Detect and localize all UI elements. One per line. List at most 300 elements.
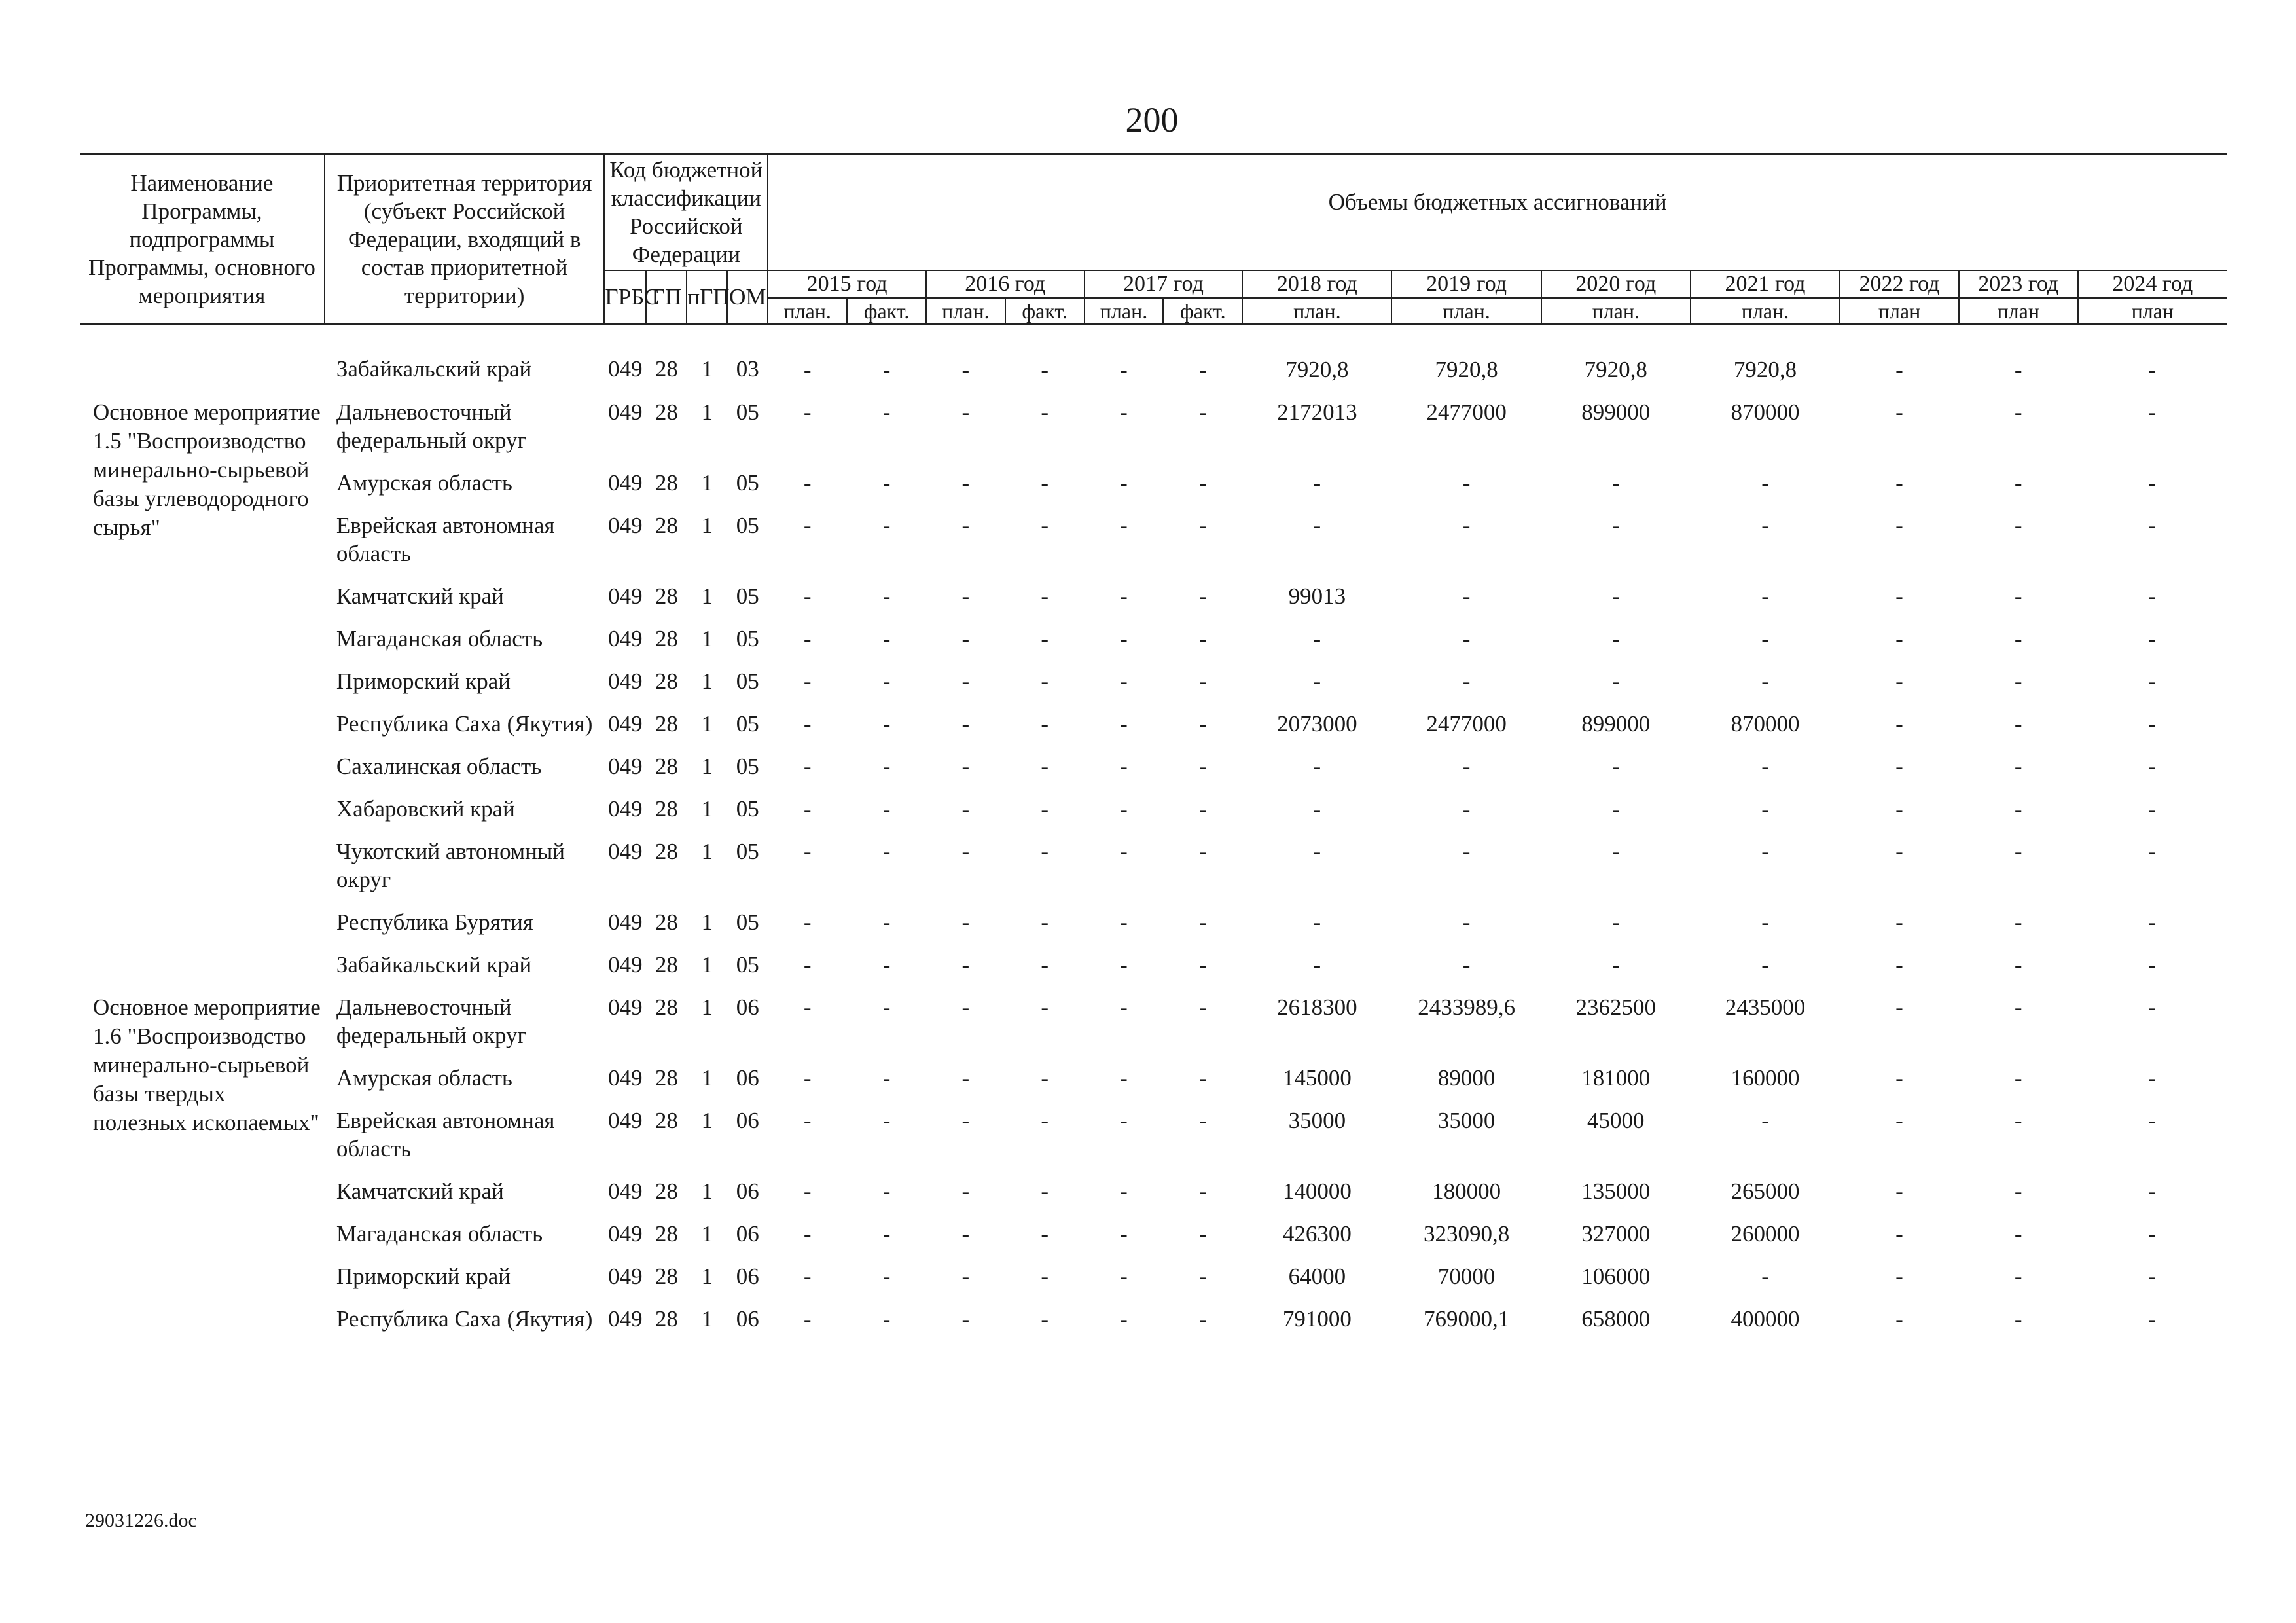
budget-code-cell: 06 [736,1305,759,1332]
allocation-cell: - [1041,1178,1049,1204]
allocation-cell: 400000 [1731,1305,1800,1332]
allocation-cell: - [2148,710,2157,737]
allocation-cell: - [961,1178,970,1204]
territory-cell: Республика Бурятия [336,909,533,935]
allocation-cell: - [1313,512,1321,538]
budget-code-cell: 1 [701,1178,713,1204]
budget-code-cell: 28 [655,1220,678,1247]
allocation-cell: - [882,1305,891,1332]
allocation-cell: 99013 [1288,583,1346,609]
allocation-cell: - [1462,753,1471,779]
allocation-cell: - [961,356,970,382]
allocation-cell: - [1199,1065,1207,1091]
table-row [80,1049,2227,1092]
header-plan: план. [1691,298,1840,325]
allocation-cell: - [961,1107,970,1133]
allocation-cell: - [1611,753,1620,779]
allocation-cell: - [882,951,891,977]
allocation-cell: - [2014,951,2022,977]
allocation-cell: - [1041,399,1049,425]
budget-code-cell: 28 [655,469,678,496]
territory-cell: Приморский край [336,668,511,694]
allocation-cell: - [1199,909,1207,935]
allocation-cell: - [1199,1305,1207,1332]
budget-code-cell: 1 [701,710,713,737]
table-row [80,568,2227,610]
table-row [80,979,2227,1049]
allocation-cell: - [1895,1178,1903,1204]
budget-code-cell: 06 [736,994,759,1020]
table-row [80,936,2227,979]
allocation-cell: - [2148,469,2157,496]
allocation-cell: - [1895,668,1903,694]
allocation-cell: - [1895,1220,1903,1247]
allocation-cell: - [1199,795,1207,822]
table-row [80,738,2227,780]
budget-code-cell: 28 [655,1107,678,1133]
allocation-cell: - [1120,668,1128,694]
budget-code-cell: 049 [608,838,643,864]
allocation-cell: - [1041,1065,1049,1091]
allocation-cell: - [961,753,970,779]
allocation-cell: - [1041,512,1049,538]
allocation-cell: - [1199,625,1207,651]
budget-code-cell: 049 [608,994,643,1020]
allocation-cell: 2172013 [1277,399,1357,425]
allocation-cell: - [1895,994,1903,1020]
allocation-cell: - [1611,838,1620,864]
allocation-cell: - [1199,469,1207,496]
allocation-cell: - [1462,951,1471,977]
header-territory: Приоритетная территория (субъект Российской Федерации, входящий в состав приоритетной территории) [325,154,605,325]
allocation-cell: - [2148,994,2157,1020]
territory-cell: Камчатский край [336,1178,504,1204]
allocation-cell: - [1120,512,1128,538]
allocation-cell: - [2014,1107,2022,1133]
allocation-cell: - [1611,583,1620,609]
allocation-cell: - [1041,668,1049,694]
allocation-cell: - [2014,583,2022,609]
allocation-cell: - [1895,710,1903,737]
budget-code-cell: 049 [608,625,643,651]
table-row [80,823,2227,894]
allocation-cell: - [882,753,891,779]
allocation-cell: - [1041,1107,1049,1133]
allocation-cell: 323090,8 [1423,1220,1510,1247]
header-year: 2015 год [768,270,926,298]
allocation-cell: - [1199,512,1207,538]
allocation-cell: - [2148,625,2157,651]
header-plan: план [1959,298,2078,325]
table-row [80,454,2227,497]
header-code-pgp: пГП [687,270,727,325]
allocation-cell: - [1761,753,1769,779]
territory-cell: Еврейская автономная область [336,1107,555,1161]
allocation-cell: - [961,1220,970,1247]
territory-cell: Амурская область [336,1065,512,1091]
allocation-cell: - [803,753,812,779]
territory-cell: Магаданская область [336,1220,543,1247]
budget-code-cell: 1 [701,909,713,935]
allocation-cell: - [803,1263,812,1289]
territory-cell: Дальневосточный федеральный округ [336,399,527,453]
allocation-cell: - [1895,1065,1903,1091]
allocation-cell: - [2014,994,2022,1020]
allocation-cell: - [803,512,812,538]
budget-code-cell: 049 [608,399,643,425]
budget-allocations-table [80,153,2227,1333]
budget-code-cell: 049 [608,753,643,779]
allocation-cell: - [1761,951,1769,977]
allocation-cell: - [2148,1305,2157,1332]
allocation-cell: - [1041,1263,1049,1289]
allocation-cell: - [1895,625,1903,651]
document-filename: 29031226.doc [85,1510,197,1531]
budget-code-cell: 05 [736,710,759,737]
budget-code-cell: 05 [736,625,759,651]
allocation-cell: - [882,1263,891,1289]
allocation-cell: - [2014,753,2022,779]
header-year: 2016 год [926,270,1085,298]
budget-code-cell: 049 [608,1305,643,1332]
header-code-om: ОМ [727,270,768,325]
allocation-cell: - [1895,753,1903,779]
allocation-cell: - [1611,469,1620,496]
territory-cell: Камчатский край [336,583,504,609]
allocation-cell: 426300 [1282,1220,1352,1247]
allocation-cell: 769000,1 [1423,1305,1510,1332]
allocation-cell: - [1120,951,1128,977]
allocation-cell: 181000 [1581,1065,1651,1091]
allocation-cell: - [2148,356,2157,382]
allocation-cell: - [2014,1263,2022,1289]
allocation-cell: - [2148,795,2157,822]
allocation-cell: - [1199,356,1207,382]
allocation-cell: - [1120,795,1128,822]
budget-code-cell: 1 [701,1263,713,1289]
budget-code-cell: 28 [655,994,678,1020]
allocation-cell: - [1199,583,1207,609]
allocation-cell: - [1199,1178,1207,1204]
allocation-cell: - [1462,512,1471,538]
allocation-cell: - [1041,356,1049,382]
budget-code-cell: 1 [701,399,713,425]
allocation-cell: - [2014,1220,2022,1247]
budget-code-cell: 049 [608,795,643,822]
allocation-cell: 870000 [1731,399,1800,425]
allocation-cell: - [1120,1178,1128,1204]
allocation-cell: - [1462,583,1471,609]
allocation-cell: - [882,668,891,694]
allocation-cell: - [2148,838,2157,864]
allocation-cell: - [803,994,812,1020]
allocation-cell: - [1120,1065,1128,1091]
allocation-cell: 658000 [1581,1305,1651,1332]
allocation-cell: 2477000 [1426,710,1507,737]
table-row [80,1163,2227,1205]
allocation-cell: - [803,1178,812,1204]
allocation-cell: - [1761,469,1769,496]
budget-code-cell: 28 [655,625,678,651]
allocation-cell: 899000 [1581,710,1651,737]
allocation-cell: - [1895,838,1903,864]
allocation-cell: - [2148,668,2157,694]
allocation-cell: - [1120,399,1128,425]
allocation-cell: - [2014,668,2022,694]
allocation-cell: 35000 [1437,1107,1496,1133]
allocation-cell: - [2148,1178,2157,1204]
allocation-cell: - [803,356,812,382]
budget-code-cell: 1 [701,795,713,822]
allocation-cell: - [961,1305,970,1332]
allocation-cell: 45000 [1587,1107,1645,1133]
budget-code-cell: 1 [701,1065,713,1091]
budget-code-cell: 28 [655,795,678,822]
allocation-cell: - [1761,795,1769,822]
allocation-cell: - [1120,469,1128,496]
allocation-cell: - [1199,951,1207,977]
allocation-cell: - [2148,512,2157,538]
budget-code-cell: 049 [608,1178,643,1204]
header-code-gp: ГП [646,270,687,325]
allocation-cell: - [2014,1305,2022,1332]
header-program: Наименование Программы, подпрограммы Программы, основного мероприятия [80,154,325,325]
table-row [80,384,2227,454]
allocation-cell: - [882,1178,891,1204]
budget-code-cell: 05 [736,399,759,425]
header-fact: факт. [1163,298,1242,325]
allocation-cell: - [1041,1220,1049,1247]
allocation-cell: 106000 [1581,1263,1651,1289]
territory-cell: Хабаровский край [336,795,515,822]
allocation-cell: - [882,1065,891,1091]
territory-cell: Забайкальский край [336,356,532,382]
allocation-cell: 2435000 [1725,994,1806,1020]
allocation-cell: - [961,710,970,737]
budget-code-cell: 28 [655,399,678,425]
allocation-cell: 70000 [1437,1263,1496,1289]
allocation-cell: - [2148,909,2157,935]
budget-code-cell: 03 [736,356,759,382]
allocation-cell: - [1895,469,1903,496]
allocation-cell: - [2014,1178,2022,1204]
allocation-cell: - [2148,951,2157,977]
allocation-cell: - [961,583,970,609]
header-year: 2023 год [1959,270,2078,298]
allocation-cell: - [1041,994,1049,1020]
territory-cell: Еврейская автономная область [336,512,555,566]
allocation-cell: - [961,469,970,496]
allocation-cell: - [882,994,891,1020]
allocation-cell: - [803,951,812,977]
allocation-cell: - [803,710,812,737]
allocation-cell: 89000 [1437,1065,1496,1091]
allocation-cell: - [1199,994,1207,1020]
allocation-cell: - [1120,909,1128,935]
budget-code-cell: 05 [736,753,759,779]
allocation-cell: - [1313,625,1321,651]
table-row [80,497,2227,568]
allocation-cell: - [882,399,891,425]
budget-code-cell: 049 [608,1107,643,1133]
territory-cell: Забайкальский край [336,951,532,977]
territory-cell: Сахалинская область [336,753,542,779]
allocation-cell: - [1120,994,1128,1020]
allocation-cell: - [1761,909,1769,935]
table-row [80,1205,2227,1248]
allocation-cell: - [1313,469,1321,496]
allocation-cell: - [1120,753,1128,779]
table-row [80,695,2227,738]
table-row [80,894,2227,936]
budget-code-cell: 049 [608,668,643,694]
allocation-cell: - [1313,753,1321,779]
budget-code-cell: 049 [608,951,643,977]
budget-code-cell: 28 [655,951,678,977]
allocation-cell: - [1462,625,1471,651]
territory-cell: Амурская область [336,469,512,496]
budget-code-cell: 1 [701,753,713,779]
territory-cell: Приморский край [336,1263,511,1289]
header-fact: факт. [847,298,926,325]
allocation-cell: - [1761,1107,1769,1133]
territory-cell: Дальневосточный федеральный округ [336,994,527,1048]
budget-code-cell: 05 [736,668,759,694]
allocation-cell: - [2014,909,2022,935]
budget-code-cell: 28 [655,753,678,779]
allocation-cell: - [2014,1065,2022,1091]
allocation-cell: - [961,795,970,822]
allocation-cell: - [1611,795,1620,822]
header-plan: план. [768,298,847,325]
allocation-cell: 7920,8 [1584,356,1647,382]
allocation-cell: - [1761,583,1769,609]
allocation-cell: - [1041,710,1049,737]
allocation-cell: - [1895,583,1903,609]
budget-code-cell: 06 [736,1107,759,1133]
allocation-cell: 791000 [1282,1305,1352,1332]
allocation-cell: - [2014,356,2022,382]
allocation-cell: - [1120,625,1128,651]
allocation-cell: - [1895,399,1903,425]
header-plan: план [2078,298,2227,325]
budget-code-cell: 1 [701,1305,713,1332]
allocation-cell: - [803,1220,812,1247]
budget-code-cell: 049 [608,1065,643,1091]
allocation-cell: - [2148,1220,2157,1247]
allocation-cell: - [803,399,812,425]
allocation-cell: - [803,668,812,694]
allocation-cell: - [1120,710,1128,737]
allocation-cell: - [1895,1107,1903,1133]
budget-code-cell: 28 [655,909,678,935]
allocation-cell: 35000 [1288,1107,1346,1133]
budget-code-cell: 28 [655,356,678,382]
budget-code-cell: 28 [655,583,678,609]
allocation-cell: - [2148,753,2157,779]
budget-code-cell: 28 [655,1305,678,1332]
budget-code-cell: 06 [736,1065,759,1091]
allocation-cell: - [1611,909,1620,935]
page-number: 200 [1125,100,1179,139]
allocation-cell: - [1895,951,1903,977]
allocation-cell: - [961,994,970,1020]
allocation-cell: - [803,909,812,935]
budget-code-cell: 28 [655,1178,678,1204]
budget-code-cell: 049 [608,583,643,609]
allocation-cell: - [961,909,970,935]
allocation-cell: - [1761,838,1769,864]
allocation-cell: - [1041,469,1049,496]
budget-code-cell: 049 [608,512,643,538]
allocation-cell: - [882,795,891,822]
budget-code-cell: 049 [608,710,643,737]
allocation-cell: - [2148,399,2157,425]
allocation-cell: - [882,583,891,609]
allocation-cell: - [2014,795,2022,822]
budget-code-cell: 1 [701,469,713,496]
budget-code-cell: 28 [655,1065,678,1091]
table-row [80,1248,2227,1290]
budget-code-cell: 05 [736,909,759,935]
allocation-cell: - [803,583,812,609]
allocation-cell: 2073000 [1277,710,1357,737]
allocation-cell: - [2148,1263,2157,1289]
allocation-cell: - [882,356,891,382]
budget-code-cell: 06 [736,1263,759,1289]
budget-code-cell: 06 [736,1220,759,1247]
allocation-cell: - [961,838,970,864]
budget-code-cell: 28 [655,838,678,864]
allocation-cell: - [1120,838,1128,864]
allocation-cell: 7920,8 [1285,356,1349,382]
allocation-cell: - [1041,1305,1049,1332]
allocation-cell: - [1041,951,1049,977]
allocation-cell: - [1761,1263,1769,1289]
allocation-cell: - [2148,1107,2157,1133]
header-code-grbs: ГРБС [604,270,646,325]
allocation-cell: 135000 [1581,1178,1651,1204]
allocation-cell: - [2014,399,2022,425]
allocation-cell: - [1895,909,1903,935]
allocation-cell: - [882,838,891,864]
allocation-cell: - [1041,625,1049,651]
allocation-cell: - [961,512,970,538]
allocation-cell: - [2014,838,2022,864]
header-year: 2020 год [1541,270,1691,298]
allocation-cell: - [882,469,891,496]
program-name-cell: Основное мероприятие 1.6 "Воспроизводство минерально-сырьевой базы твердых полезных ископаемых" [93,994,321,1135]
program-name-cell: Основное мероприятие 1.5 "Воспроизводство минерально-сырьевой базы углеводородного сырья" [93,399,321,540]
allocation-cell: - [1611,625,1620,651]
allocation-cell: - [882,909,891,935]
allocation-cell: - [1199,399,1207,425]
allocation-cell: 145000 [1282,1065,1352,1091]
table-row [80,610,2227,653]
budget-code-cell: 049 [608,469,643,496]
allocation-cell: - [1761,668,1769,694]
budget-code-cell: 28 [655,1263,678,1289]
allocation-cell: - [1611,512,1620,538]
allocation-cell: - [961,625,970,651]
territory-cell: Республика Саха (Якутия) [336,710,593,737]
budget-code-cell: 05 [736,512,759,538]
allocation-cell: - [1313,951,1321,977]
budget-code-cell: 049 [608,1263,643,1289]
territory-cell: Чукотский автономный округ [336,838,565,892]
header-year: 2018 год [1242,270,1391,298]
allocation-cell: - [803,469,812,496]
